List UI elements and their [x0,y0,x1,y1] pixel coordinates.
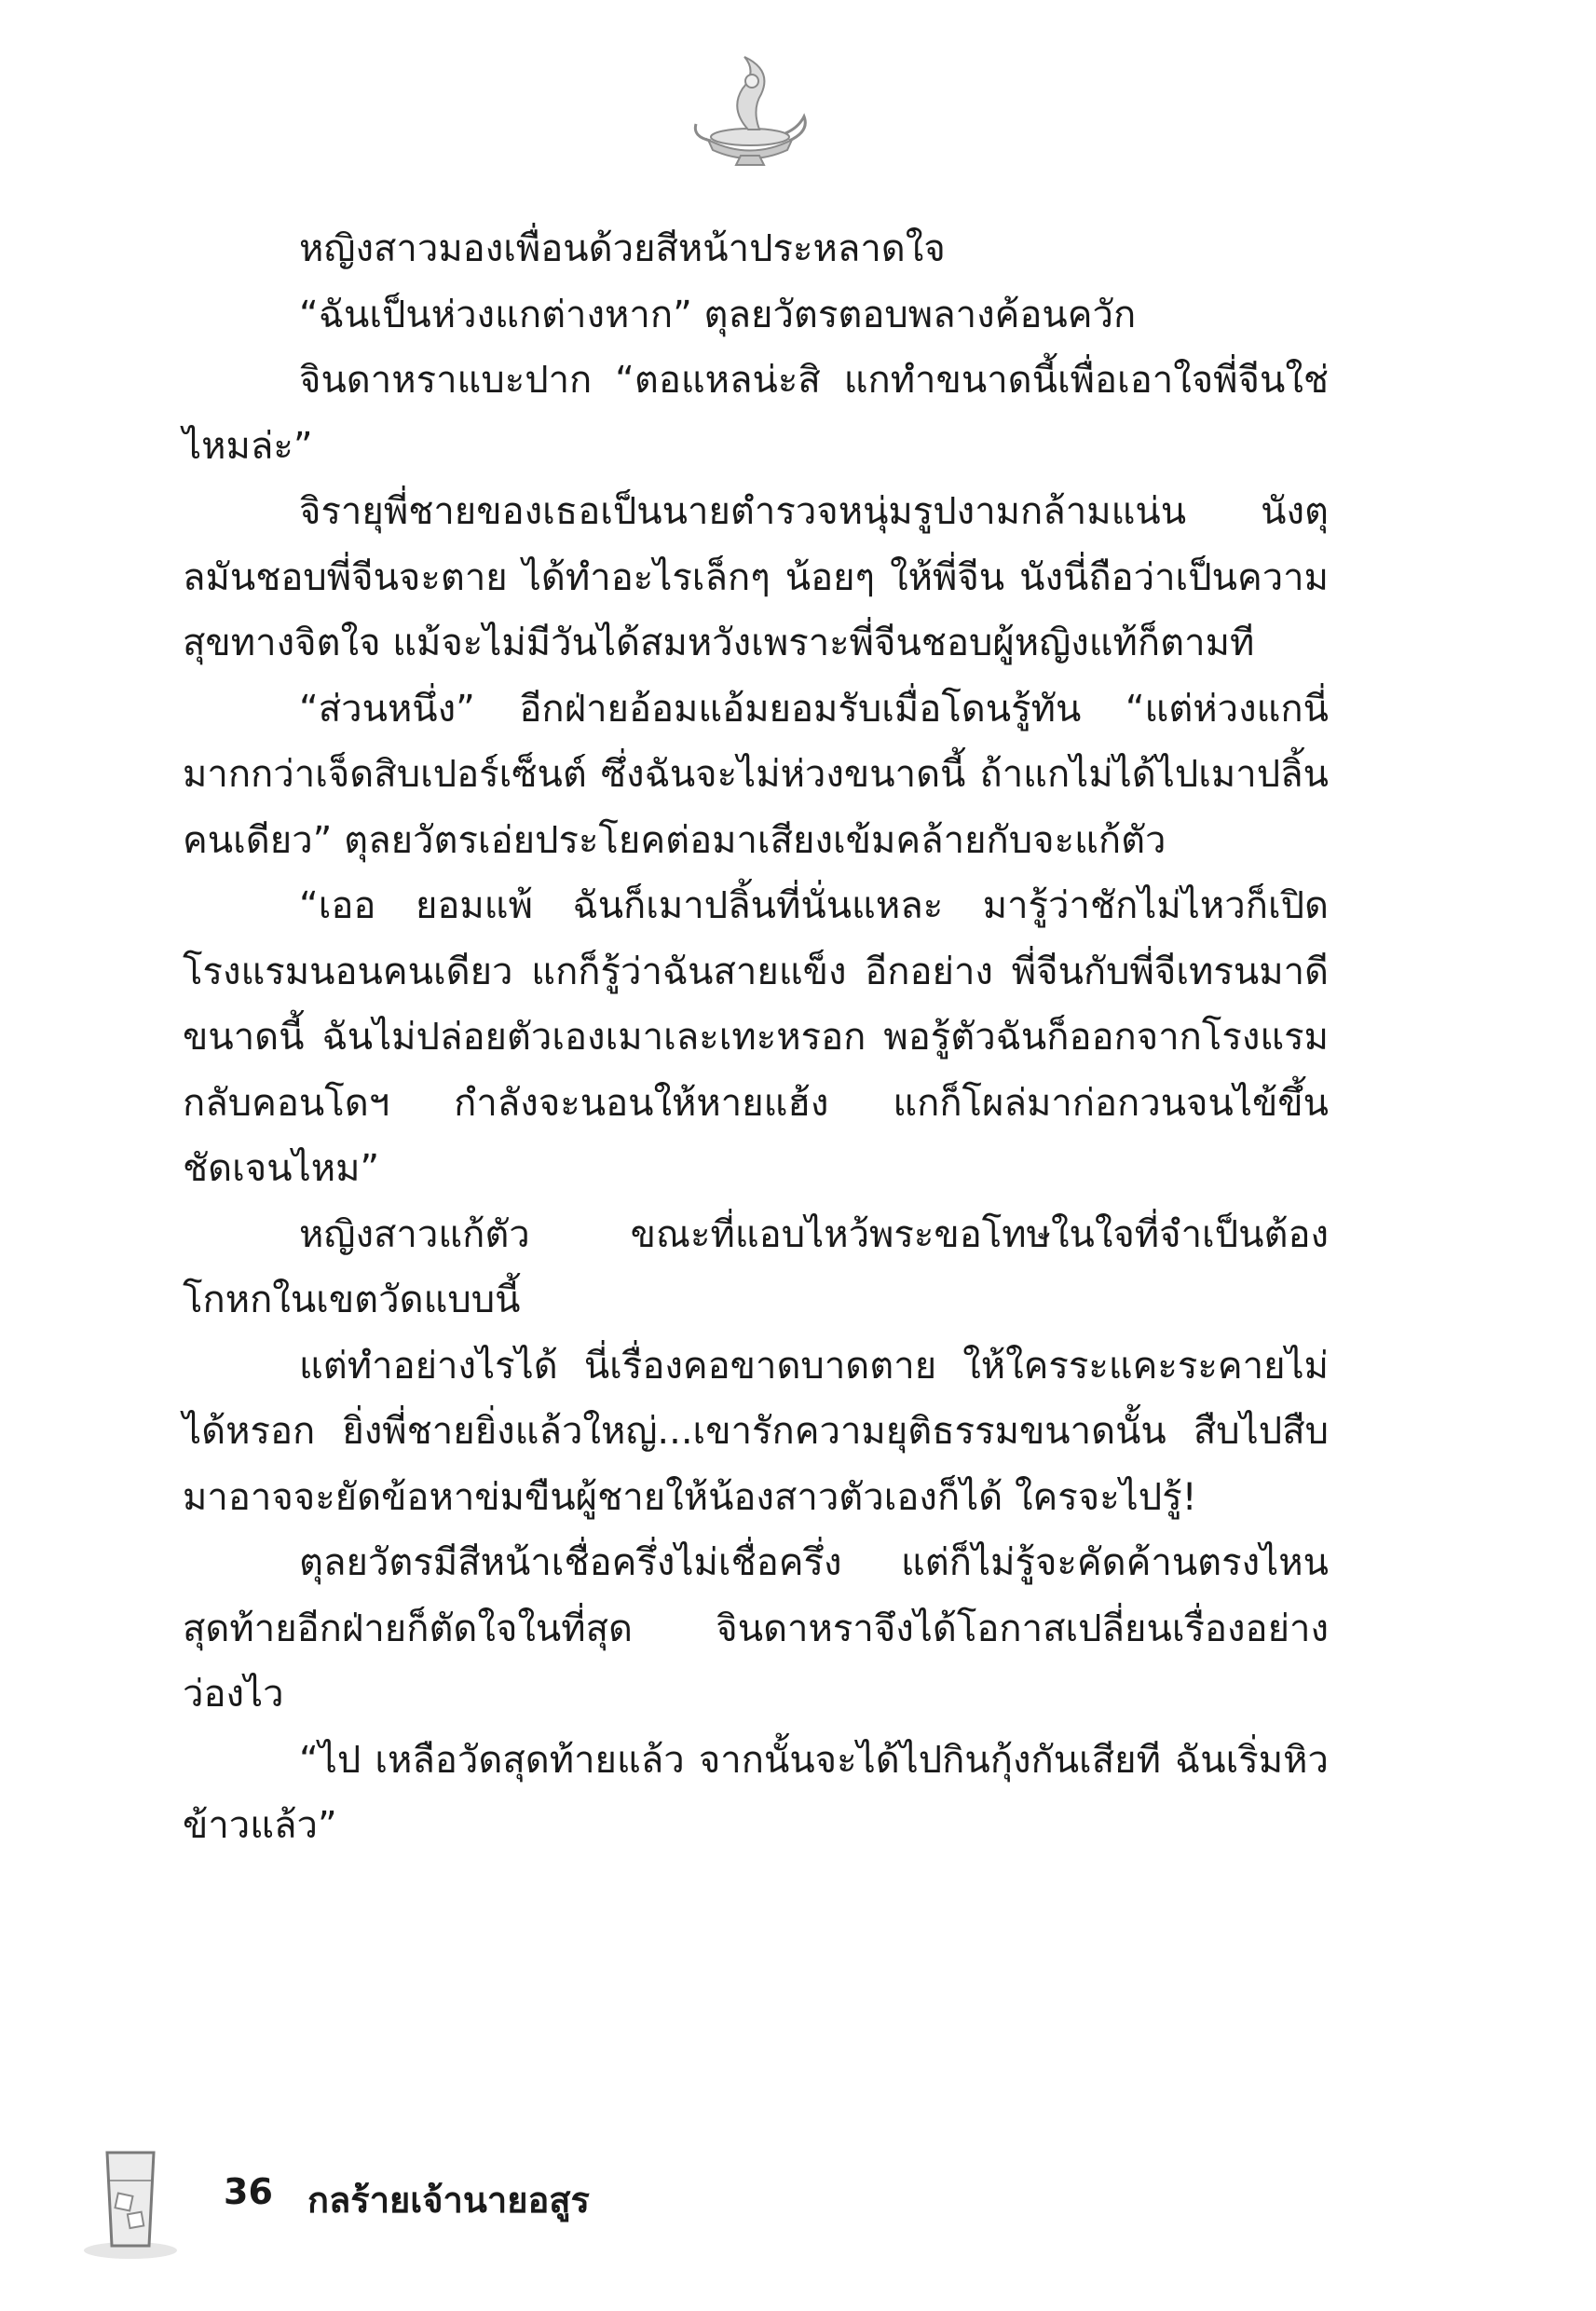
paragraph: จินดาหราแบะปาก “ตอแหลน่ะสิ แกทำขนาดนี้เพื่อเอาใจพี่จีนใช่ไหมล่ะ” [183,359,1329,468]
paragraph: “ไป เหลือวัดสุดท้ายแล้ว จากนั้นจะได้ไปกินกุ้งกันเสียที ฉันเริ่มหิวข้าวแล้ว” [183,1738,1329,1847]
paragraph: ตุลยวัตรมีสีหน้าเชื่อครึ่งไม่เชื่อครึ่ง แต่ก็ไม่รู้จะคัดค้านตรงไหน สุดท้ายอีกฝ่ายก็ตัดใจในที่สุด จินดาหราจึงได้โอกาสเปลี่ยนเรื่องอย่างว่องไว [183,1541,1329,1716]
paragraph: จิรายุพี่ชายของเธอเป็นนายตำรวจหนุ่มรูปงามกล้ามแน่น นังตุลมันชอบพี่จีนจะตาย ได้ทำอะไรเล็กๆ น้อยๆ ให้พี่จีน นังนี่ถือว่าเป็นความสุขทางจิตใจ แม้จะไม่มีวันได้สมหวังเพราะพี่จีนชอบผู้หญิงแท้ก็ตามที [183,490,1329,664]
paragraph: “ฉันเป็นห่วงแกต่างหาก” ตุลยวัตรตอบพลางค้อนควัก [299,293,1137,336]
body-text [183,216,1329,1859]
paragraph: หญิงสาวมองเพื่อนด้วยสีหน้าประหลาดใจ [299,227,946,270]
glass-icon [75,2134,186,2264]
paragraph: “ส่วนหนึ่ง” อีกฝ่ายอ้อมแอ้มยอมรับเมื่อโดนรู้ทัน “แต่ห่วงแกนี่มากกว่าเจ็ดสิบเปอร์เซ็นต์ ซึ่งฉันจะไม่ห่วงขนาดนี้ ถ้าแกไม่ได้ไปเมาปลิ้นคนเดียว” ตุลยวัตรเอ่ยประโยคต่อมาเสียงเข้มคล้ายกับจะแก้ตัว [183,687,1329,862]
paragraph: “เออ ยอมแพ้ ฉันก็เมาปลิ้นที่นั่นแหละ มารู้ว่าชักไม่ไหวก็เปิดโรงแรมนอนคนเดียว แกก็รู้ว่าฉันสายแข็ง อีกอย่าง พี่จีนกับพี่จีเทรนมาดีขนาดนี้ ฉันไม่ปล่อยตัวเองเมาเละเทะหรอก พอรู้ตัวฉันก็ออกจากโรงแรม กลับคอนโดฯ กำลังจะนอนให้หายแฮ้ง แกก็โผล่มาก่อกวนจนไข้ขึ้น ชัดเจนไหม” [183,884,1329,1190]
book-title: กลร้ายเจ้านายอสูร [307,2180,590,2221]
page-number: 36 [224,2171,273,2212]
paragraph: หญิงสาวแก้ตัว ขณะที่แอบไหว้พระขอโทษในใจที่จำเป็นต้องโกหกในเขตวัดแบบนี้ [183,1212,1329,1321]
paragraph: แต่ทำอย่างไรได้ นี่เรื่องคอขาดบาดตาย ให้ใครระแคะระคายไม่ได้หรอก ยิ่งพี่ชายยิ่งแล้วใหญ่...เขารักความยุติธรรมขนาดนั้น สืบไปสืบมาอาจจะยัดข้อหาข่มขืนผู้ชายให้น้องสาวตัวเองก็ได้ ใครจะไปรู้! [183,1344,1329,1519]
page-footer [75,2134,727,2264]
magic-lamp-icon [685,51,815,177]
